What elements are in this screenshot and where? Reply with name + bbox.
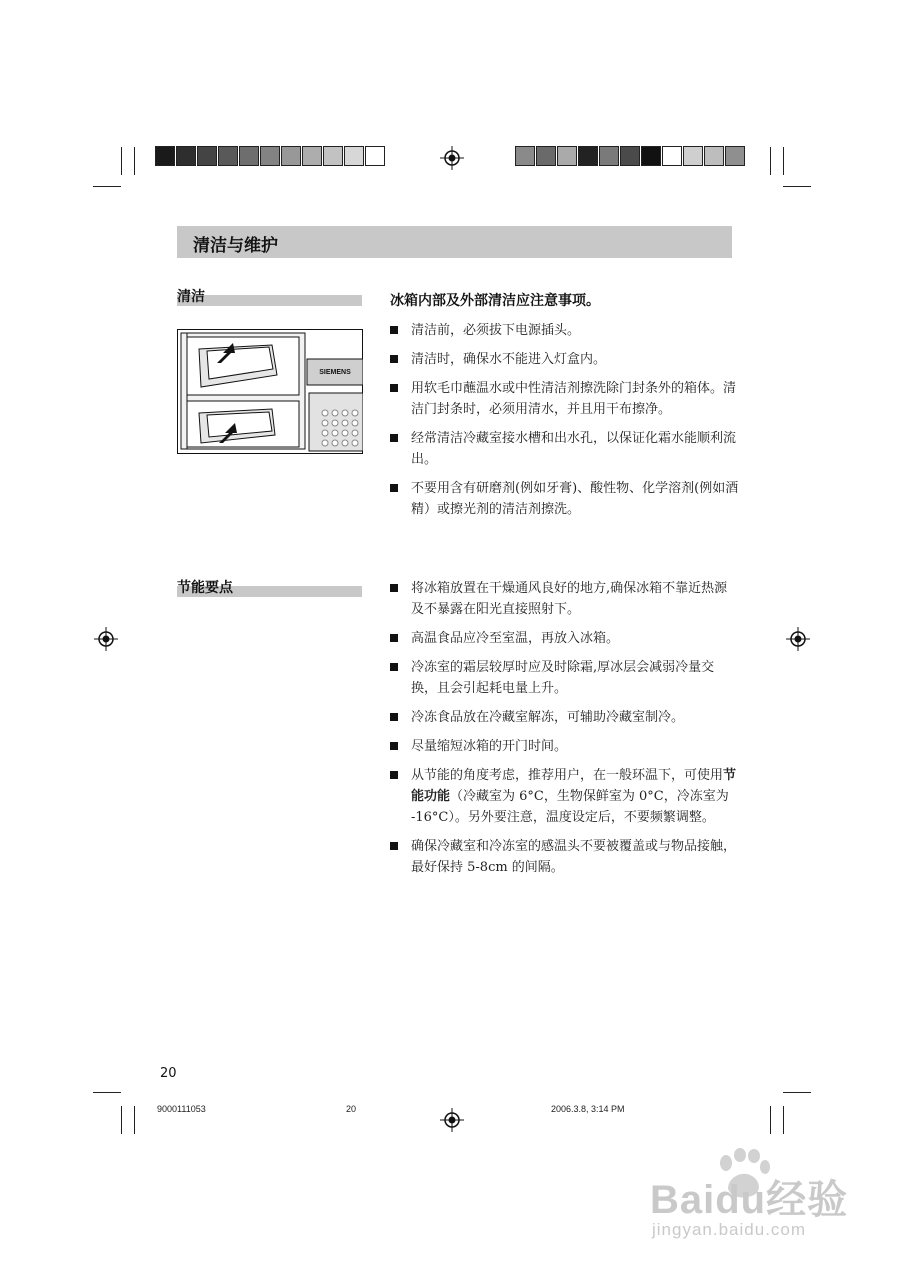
bullet-square-icon (390, 355, 398, 363)
list-item: 冷冻食品放在冷藏室解冻，可辅助冷藏室制冷。 (390, 707, 740, 728)
crop-mark (93, 1092, 121, 1093)
registration-mark-icon (94, 627, 118, 651)
footer-page: 20 (346, 1104, 357, 1114)
color-swatch (620, 146, 640, 166)
bullet-square-icon (390, 434, 398, 442)
bullet-square-icon (390, 771, 398, 779)
crop-mark (93, 186, 121, 187)
crop-mark (121, 1106, 122, 1134)
color-calibration-bar-left (155, 146, 386, 166)
list-item: 清洁前，必须拔下电源插头。 (390, 320, 740, 341)
color-swatch (599, 146, 619, 166)
energy-list (390, 578, 740, 886)
energy-saving-function-term: 节能功能 (411, 768, 737, 804)
cleaning-list (390, 320, 740, 528)
footer-datetime: 2006.3.8, 3:14 PM (551, 1104, 625, 1114)
fridge-cleaning-illustration (177, 329, 363, 454)
watermark-url: jingyan.baidu.com (652, 1220, 807, 1239)
color-swatch (197, 146, 217, 166)
list-item: 确保冷藏室和冷冻室的感温头不要被覆盖或与物品接触，最好保持 5-8cm 的间隔。 (390, 836, 740, 878)
color-swatch (641, 146, 661, 166)
color-swatch (323, 146, 343, 166)
registration-mark-icon (786, 627, 810, 651)
crop-mark (134, 1106, 135, 1134)
color-swatch (260, 146, 280, 166)
crop-mark (121, 147, 122, 175)
bullet-square-icon (390, 663, 398, 671)
color-swatch (704, 146, 724, 166)
watermark-brand: Baidu经验 (650, 1178, 849, 1222)
color-swatch (344, 146, 364, 166)
list-item: 尽量缩短冰箱的开门时间。 (390, 736, 740, 757)
bullet-square-icon (390, 326, 398, 334)
bullet-square-icon (390, 384, 398, 392)
color-swatch (302, 146, 322, 166)
list-item: 高温食品应冷至室温，再放入冰箱。 (390, 628, 740, 649)
crop-mark (770, 1106, 771, 1134)
color-swatch (155, 146, 175, 166)
color-swatch (536, 146, 556, 166)
crop-mark (783, 147, 784, 175)
color-swatch (176, 146, 196, 166)
registration-mark-icon (440, 146, 464, 170)
bullet-square-icon (390, 742, 398, 750)
fridge-brand-label: SIEMENS (319, 369, 351, 376)
color-swatch (365, 146, 385, 166)
color-calibration-bar-right (515, 146, 746, 166)
list-item: 冷冻室的霜层较厚时应及时除霜,厚冰层会减弱冷量交换，且会引起耗电量上升。 (390, 657, 740, 699)
color-swatch (683, 146, 703, 166)
bullet-square-icon (390, 842, 398, 850)
list-item: 从节能的角度考虑，推荐用户，在一般环温下，可使用节能功能（冷藏室为 6°C，生物保鲜室为 0°C，冷冻室为 -16°C）。另外要注意，温度设定后，不要频繁调整。 (390, 765, 740, 828)
color-swatch (239, 146, 259, 166)
section-title: 清洁与维护 (193, 236, 278, 256)
crop-mark (783, 186, 811, 187)
page-number: 20 (160, 1066, 177, 1081)
bullet-square-icon (390, 484, 398, 492)
color-swatch (515, 146, 535, 166)
color-swatch (578, 146, 598, 166)
crop-mark (783, 1106, 784, 1134)
color-swatch (662, 146, 682, 166)
registration-mark-icon (440, 1108, 464, 1132)
list-item: 经常清洁冷藏室接水槽和出水孔，以保证化霜水能顺利流出。 (390, 428, 740, 470)
list-item: 将冰箱放置在干燥通风良好的地方,确保冰箱不靠近热源及不暴露在阳光直接照射下。 (390, 578, 740, 620)
bullet-square-icon (390, 713, 398, 721)
list-item: 清洁时，确保水不能进入灯盒内。 (390, 349, 740, 370)
list-item: 不要用含有研磨剂(例如牙膏)、酸性物、化学溶剂(例如酒精）或擦光剂的清洁剂擦洗。 (390, 478, 740, 520)
cleaning-label: 清洁 (177, 289, 205, 305)
bullet-square-icon (390, 584, 398, 592)
crop-mark (770, 147, 771, 175)
color-swatch (725, 146, 745, 166)
bullet-square-icon (390, 634, 398, 642)
crop-mark (783, 1092, 811, 1093)
color-swatch (218, 146, 238, 166)
crop-mark (134, 147, 135, 175)
list-item: 用软毛巾蘸温水或中性清洁剂擦洗除门封条外的箱体。清洁门封条时，必须用清水，并且用干布擦净。 (390, 378, 740, 420)
color-swatch (557, 146, 577, 166)
cleaning-heading: 冰箱内部及外部清洁应注意事项。 (390, 293, 600, 309)
footer-code: 9000111053 (157, 1104, 206, 1114)
energy-label: 节能要点 (177, 580, 233, 596)
color-swatch (281, 146, 301, 166)
